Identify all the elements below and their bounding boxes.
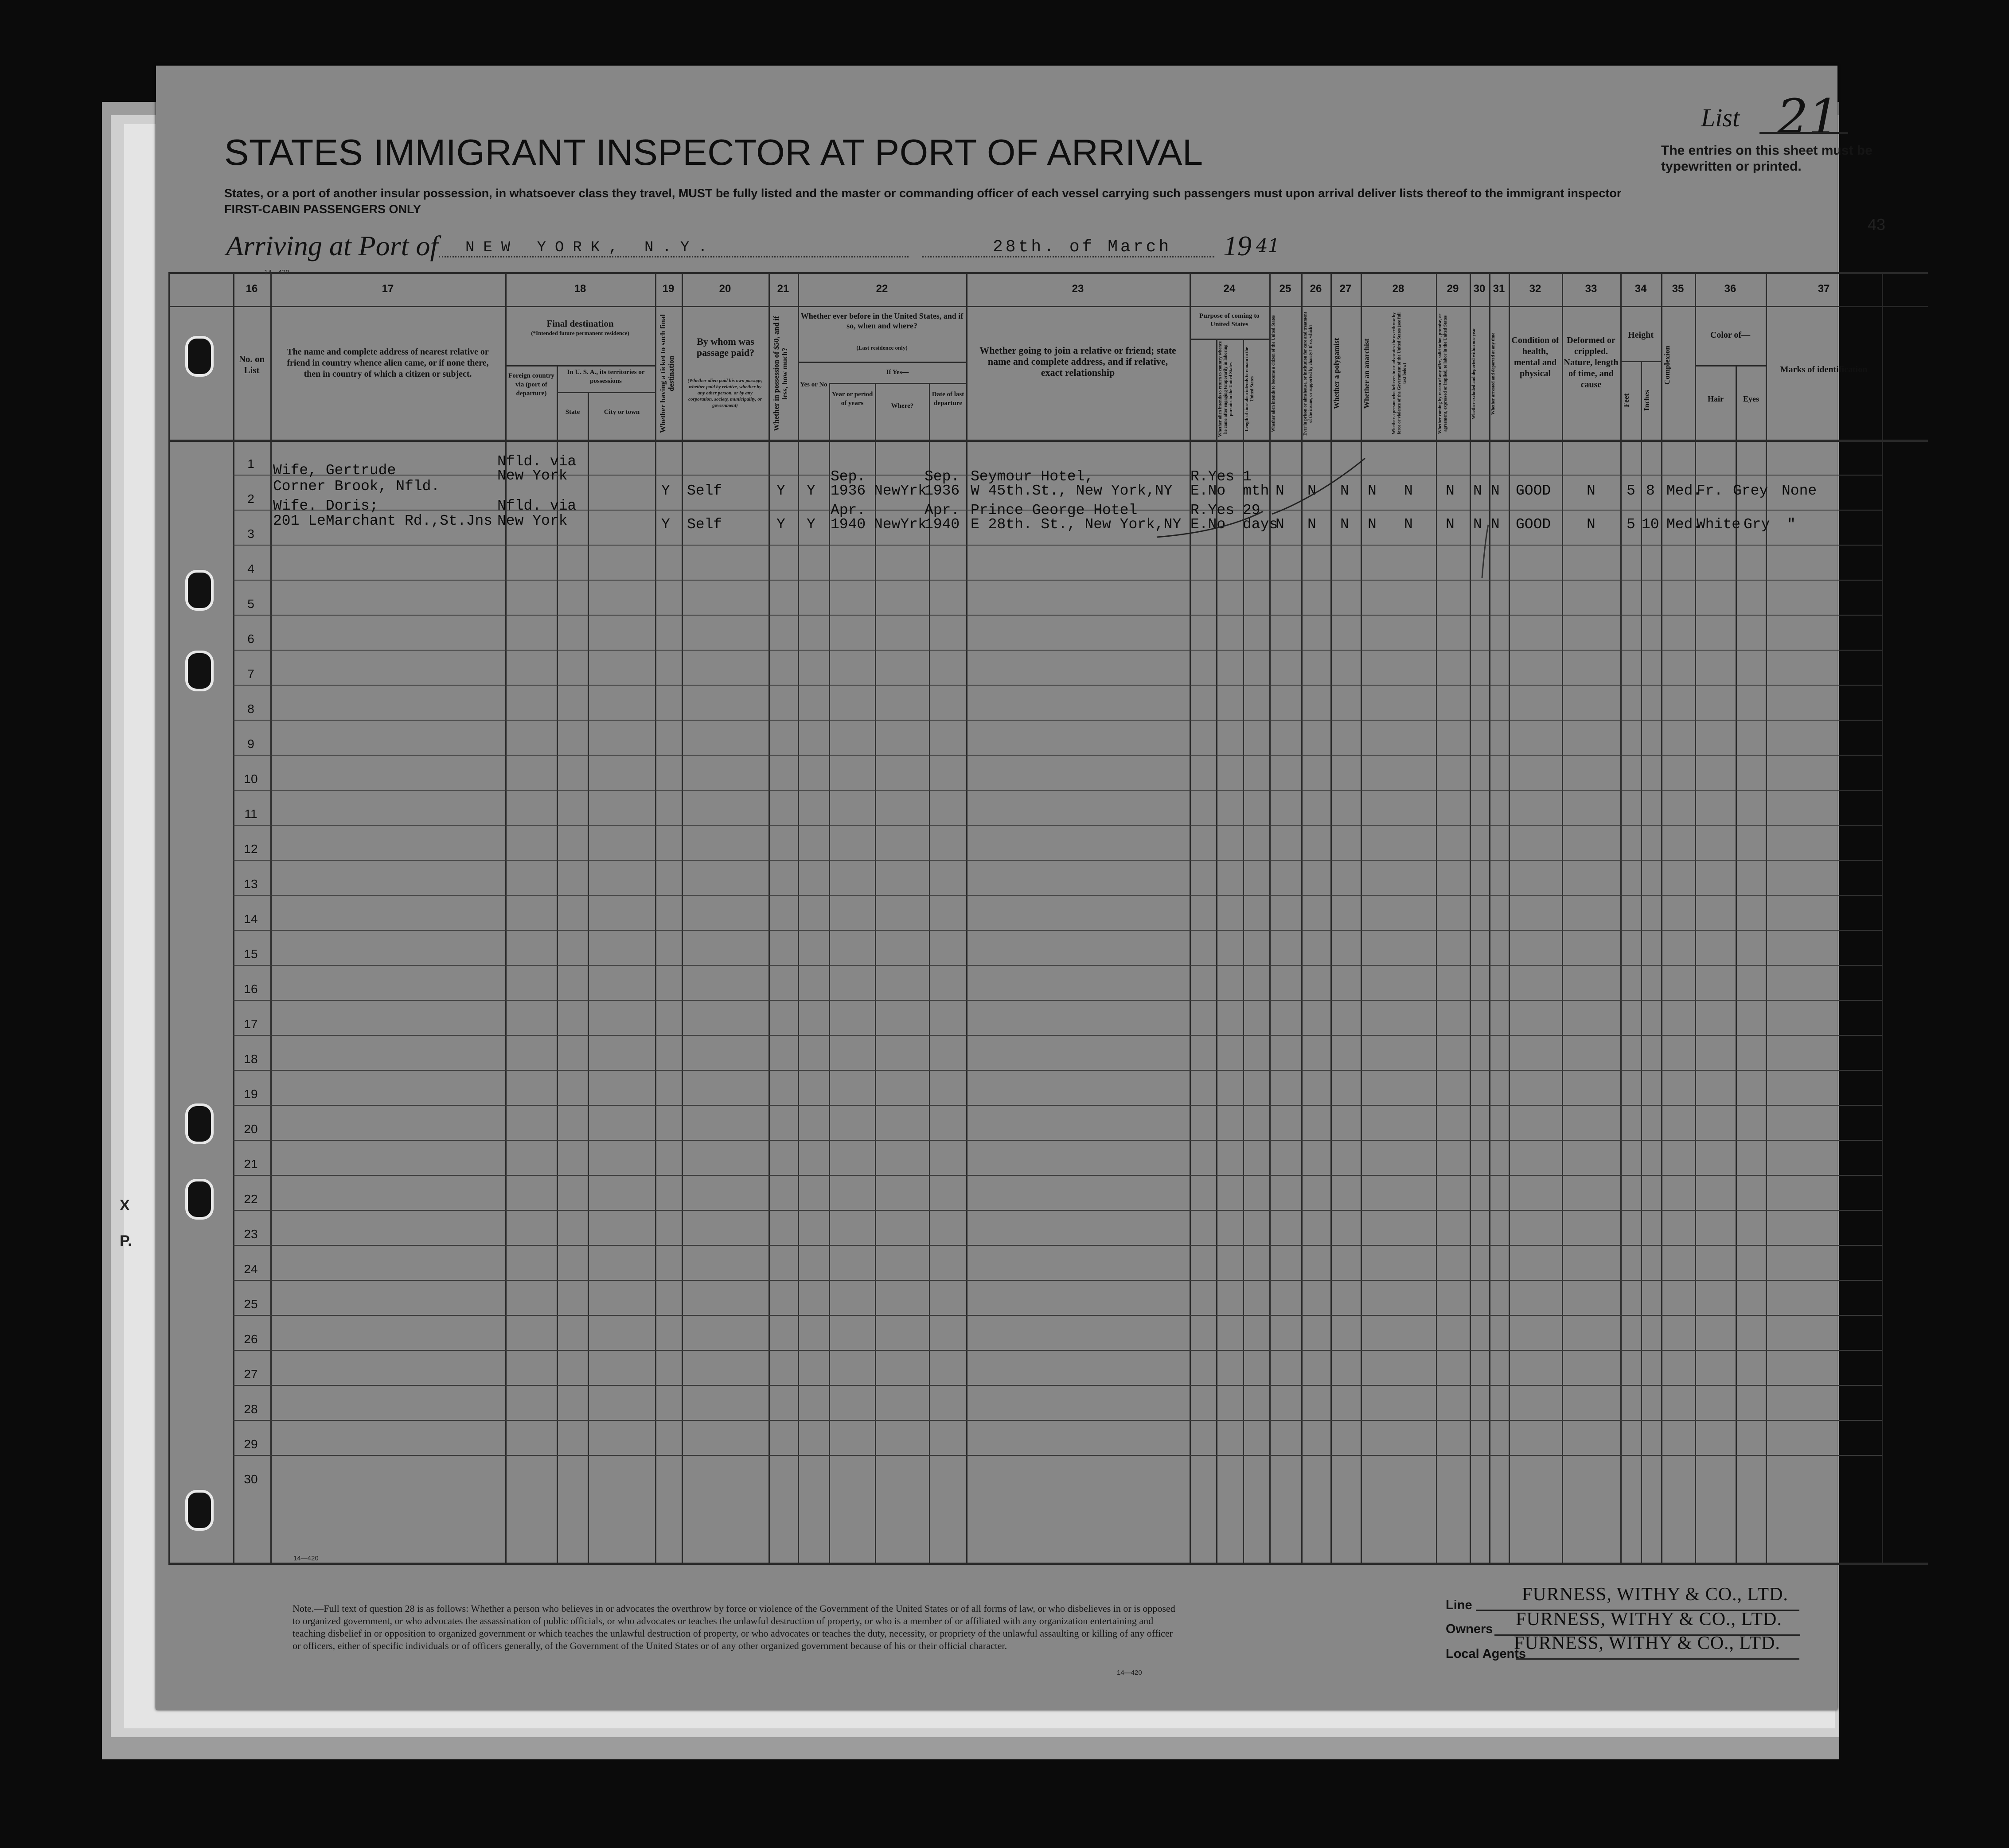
owners-label: Owners [1446, 1622, 1493, 1636]
row-number: 20 [244, 1122, 258, 1136]
row-rule [233, 930, 1882, 931]
row-number: 23 [244, 1227, 258, 1241]
row-number: 18 [244, 1052, 258, 1066]
header-final-destination-sub: (*Intended future permanent residence) [531, 330, 629, 336]
row-rule [233, 1455, 1882, 1456]
row-rule [233, 1245, 1882, 1246]
header-inches: Inches [1642, 390, 1651, 411]
subtitle-line: States, or a port of another insular possession, in whatsoever class they travel, MUST be fully listed and the master or commanding officer of each vessel carrying such passengers must upon arrival deliver lists thereof to the immigrant inspector [224, 187, 1622, 200]
list-underline [1759, 132, 1848, 134]
header-overthrow: Whether a person who believes in or advocates the overthrow by force or violence of the Government of the United States (see full text below) [1392, 312, 1407, 435]
purpose-return: R.Yes [1190, 468, 1235, 485]
row-number: 12 [244, 842, 258, 856]
labor-offer: N [1446, 516, 1455, 533]
destination-port: New York [497, 513, 568, 529]
row-rule [233, 1175, 1882, 1176]
agents-underline [1516, 1658, 1799, 1660]
ticket: Y [661, 516, 670, 533]
row-rule [233, 1070, 1882, 1071]
column-number: 23 [1072, 283, 1084, 295]
year-suffix: 41 [1256, 235, 1280, 257]
row-number: 17 [244, 1017, 258, 1031]
column-number: 26 [1310, 283, 1322, 295]
joining-relative: Prince George Hotel [971, 502, 1138, 519]
header-deformed: Deformed or crippled. Nature, length of time, and cause [1564, 335, 1619, 390]
column-number: 33 [1585, 283, 1597, 295]
relative-address: Corner Brook, Nfld. [273, 478, 440, 495]
row-number: 3 [247, 527, 254, 541]
column-number: 37 [1818, 283, 1830, 295]
us-where: NewYrk [874, 483, 927, 499]
excluded: N [1473, 516, 1482, 533]
destination-port: New York [497, 468, 568, 484]
eyes: Grey [1733, 483, 1768, 499]
page-number: 43 [1868, 215, 1886, 234]
height-inches: 8 [1646, 483, 1655, 499]
polygamist: N [1340, 516, 1349, 533]
header-year: Year or period of years [831, 391, 873, 407]
header-polygamist: Whether a polygamist [1332, 338, 1341, 409]
header-height: Height [1628, 330, 1654, 340]
us-year: 1940 [831, 516, 866, 533]
header-complexion: Complexion [1663, 346, 1671, 385]
form-number: 14—420 [293, 1555, 319, 1562]
pencil-marks [168, 272, 1928, 582]
anarchist: N [1368, 516, 1377, 533]
overthrow: N [1404, 483, 1413, 499]
row-number: 16 [244, 982, 258, 996]
form-title: STATES IMMIGRANT INSPECTOR AT PORT OF ARRIVAL [224, 132, 1203, 173]
relative-name: Wife, Gertrude [273, 462, 396, 479]
header-prison: Ever in prison or almshouse, or institution for care and treatment of the insane, or supported by charity? If so, which? [1303, 312, 1313, 436]
us-year: Apr. [831, 502, 866, 519]
header-join-relative: Whether going to join a relative or friend; state name and complete address, and if relative, exact relationship [979, 345, 1176, 378]
header-excluded: Whether excluded and deported within one year [1471, 328, 1476, 419]
arriving-label: Arriving at Port of [226, 230, 438, 261]
row-rule [233, 1350, 1882, 1351]
subtitle-line-first-cabin: FIRST-CABIN PASSENGERS ONLY [224, 203, 421, 216]
destination-country: Nfld. via [497, 453, 577, 470]
passage-paid-by: Self [687, 516, 722, 533]
prison: N [1307, 483, 1316, 499]
header-yes-or-no: Yes or No [800, 381, 827, 388]
marks: " [1787, 516, 1796, 533]
column-number: 18 [574, 283, 586, 295]
ever-in-us: Y [807, 483, 815, 499]
arrival-date: 28th. of March [993, 238, 1172, 257]
header-state: State [565, 409, 580, 416]
list-number: 21 [1777, 89, 1839, 145]
header-health: Condition of health, mental and physical [1511, 335, 1559, 378]
row-rule [233, 860, 1882, 861]
header-eyes: Eyes [1743, 394, 1759, 403]
row-number: 11 [244, 807, 257, 821]
column-number: 30 [1473, 283, 1486, 295]
stay-length: 29 [1243, 502, 1260, 519]
ever-in-us: Y [807, 516, 815, 533]
header-feet: Feet [1622, 393, 1631, 407]
footer-note: Note.—Full text of question 28 is as follows: Whether a person who believes in or advocates the overthrow by force or violence of the Government of the United States or of all forms of law, or who disbelieves in or is opposed to organized government, or who advocates the assassination of public officials, or who advocates or teaches the unlawful destruction of property, or who is a member of or affiliated with any organization entertaining and teaching disbelief in or opposition to organized government or which teaches the unlawful destruction of property, or who advocates or teaches the duty, necessity, or propriety of the unlawful assaulting or killing of any officer or officers, either of specific individuals or of officers generally, of the Government of the United States or of any other organized government because of his or their official character. [293, 1603, 1175, 1651]
row-number: 28 [244, 1402, 258, 1416]
destination-country: Nfld. via [497, 498, 577, 514]
column-number: 16 [246, 283, 258, 295]
manifest-table [168, 272, 1928, 1566]
row-number: 26 [244, 1332, 258, 1346]
row-rule [233, 1385, 1882, 1386]
row-rule [233, 650, 1882, 651]
header-ever-in-us-sub: (Last residence only) [856, 344, 908, 351]
entries-note: The entries on this sheet must be typewritten or printed. [1661, 143, 1872, 174]
margin-mark: P. [120, 1232, 132, 1249]
form-subtitle [224, 185, 1642, 217]
purpose-return: R.Yes [1190, 502, 1235, 519]
header-fifty-dollars: Whether in possession of $50, and if less, how much? [772, 316, 789, 431]
row-rule [233, 895, 1882, 896]
row-rule [233, 1000, 1882, 1001]
row-rule [233, 1280, 1882, 1281]
fifty-dollars: Y [776, 483, 785, 499]
row-number: 21 [244, 1157, 258, 1171]
us-year: Sep. [831, 468, 866, 485]
row-rule [233, 965, 1882, 966]
header-purpose: Purpose of coming to United States [1199, 312, 1260, 328]
row-number: 13 [244, 877, 258, 891]
table-rule [168, 1563, 1928, 1565]
row-number: 6 [247, 632, 254, 646]
column-number: 36 [1724, 283, 1736, 295]
column-number: 19 [662, 283, 675, 295]
overthrow: N [1404, 516, 1413, 533]
us-where: NewYrk [874, 516, 927, 533]
header-hair: Hair [1708, 394, 1724, 403]
header-purpose-length: Length of time alien intends to remain in the United States [1244, 347, 1255, 431]
row-rule [233, 1420, 1882, 1421]
row-rule [233, 1140, 1882, 1141]
height-feet: 5 [1627, 483, 1635, 499]
row-number: 14 [244, 912, 258, 926]
row-number: 8 [247, 702, 254, 716]
column-number: 20 [719, 283, 731, 295]
height-inches: 10 [1642, 516, 1659, 533]
row-number: 7 [247, 667, 254, 681]
row-rule [233, 685, 1882, 686]
header-passage-paid: By whom was passage paid? [696, 336, 755, 358]
header-ticket: Whether having a ticket to such final destination [659, 314, 675, 433]
header-ever-in-us: Whether ever before in the United States, and if so, when and where? [800, 312, 964, 330]
header-no-on-list: No. on List [238, 354, 265, 375]
line-value: FURNESS, WITHY & CO., LTD. [1522, 1584, 1788, 1605]
header-final-destination: Final destination [546, 318, 614, 329]
header-where: Where? [891, 402, 914, 409]
labor-offer: N [1446, 483, 1455, 499]
row-rule [233, 615, 1882, 616]
fifty-dollars: Y [776, 516, 785, 533]
hair: Fr. [1697, 483, 1723, 499]
complexion: Med. [1666, 483, 1702, 499]
header-date-last-departure: Date of last departure [932, 391, 964, 407]
deported: N [1491, 516, 1500, 533]
row-number: 24 [244, 1262, 258, 1276]
column-number: 28 [1392, 283, 1404, 295]
hair: White [1697, 516, 1741, 533]
column-number: 32 [1529, 283, 1541, 295]
margin-mark: X [120, 1197, 130, 1214]
relative-address: 201 LeMarchant Rd.,St.Jns [273, 513, 493, 529]
stay-length: mth [1243, 483, 1269, 499]
form-number: 14—420 [1117, 1669, 1142, 1676]
purpose-return: E.No [1190, 483, 1226, 499]
column-number: 35 [1672, 283, 1684, 295]
agents-label: Local Agents [1446, 1647, 1526, 1661]
header-anarchist: Whether an anarchist [1362, 338, 1371, 409]
row-number: 5 [247, 597, 254, 611]
passage-paid-by: Self [687, 483, 722, 499]
deported: N [1491, 483, 1500, 499]
header-nearest-relative: The name and complete address of nearest relative or friend in country whence alien came, or if none there, then in country of which a citizen or subject. [287, 347, 489, 379]
column-number: 25 [1279, 283, 1291, 295]
year-prefix: 19 [1223, 230, 1252, 261]
header-foreign-country: Foreign country via (port of departure) [508, 372, 554, 397]
header-in-usa: In U. S. A., its territories or possessions [567, 369, 645, 385]
row-rule [233, 790, 1882, 791]
marks: None [1782, 483, 1817, 499]
joining-relative: Seymour Hotel, [971, 468, 1094, 485]
column-number: 29 [1447, 283, 1459, 295]
header-deported: Whether arrested and deported at any time [1491, 332, 1496, 415]
intends-citizen: N [1276, 483, 1284, 499]
row-rule [233, 755, 1882, 756]
port-dotline [439, 256, 909, 257]
deformed: N [1587, 516, 1595, 533]
row-number: 22 [244, 1192, 258, 1206]
row-number: 30 [244, 1472, 258, 1486]
row-number: 10 [244, 772, 258, 786]
ticket: Y [661, 483, 670, 499]
owners-value: FURNESS, WITHY & CO., LTD. [1516, 1609, 1782, 1630]
row-number: 9 [247, 737, 254, 751]
row-number: 2 [247, 492, 254, 506]
column-number: 17 [382, 283, 394, 295]
form-number: 14—420 [264, 269, 289, 276]
stay-length: days [1243, 516, 1278, 533]
polygamist: N [1340, 483, 1349, 499]
last-departure: Apr. [925, 502, 960, 519]
row-number: 27 [244, 1367, 258, 1381]
row-rule [233, 825, 1882, 826]
health: GOOD [1516, 483, 1551, 499]
line-label: Line [1446, 1598, 1472, 1612]
row-rule [233, 1105, 1882, 1106]
header-if-yes: If Yes— [886, 369, 909, 376]
column-number: 21 [777, 283, 789, 295]
row-number: 15 [244, 947, 258, 961]
column-number: 34 [1635, 283, 1647, 295]
row-rule [233, 1210, 1882, 1211]
last-departure: Sep. [925, 468, 960, 485]
complexion: Med. [1666, 516, 1702, 533]
header-labor-offer: Whether coming by reason of any offer, solicitation, promise, or agreement, expressed or implied, to labor in the United States [1438, 313, 1448, 434]
header-marks: Marks of identification [1780, 365, 1868, 374]
header-passage-paid-sub: (Whether alien paid his own passage, whether paid by relative, whether by any other person, or by any corporation, society, municipality, or government) [687, 378, 763, 408]
row-number: 1 [247, 457, 254, 471]
row-rule [233, 720, 1882, 721]
stay-length: 1 [1243, 468, 1252, 485]
header-city: City or town [604, 409, 640, 416]
health: GOOD [1516, 516, 1551, 533]
purpose-return: E.No [1190, 516, 1226, 533]
margin-marks [120, 1188, 132, 1259]
last-departure: 1936 [925, 483, 960, 499]
row-number: 29 [244, 1437, 258, 1451]
column-number: 31 [1493, 283, 1505, 295]
anarchist: N [1368, 483, 1377, 499]
height-feet: 5 [1627, 516, 1635, 533]
deformed: N [1587, 483, 1595, 499]
row-number: 19 [244, 1087, 258, 1101]
relative-name: Wife. Doris; [273, 498, 378, 514]
eyes: Gry [1744, 516, 1770, 533]
prison: N [1307, 516, 1316, 533]
header-purpose-citizen: Whether alien intends to become a citizen of the United States [1271, 315, 1276, 432]
agents-value: FURNESS, WITHY & CO., LTD. [1514, 1633, 1780, 1653]
row-rule [233, 1035, 1882, 1036]
column-number: 22 [876, 283, 888, 295]
excluded: N [1473, 483, 1482, 499]
list-label: List [1701, 103, 1740, 132]
column-number: 24 [1223, 283, 1236, 295]
row-number: 25 [244, 1297, 258, 1311]
row-number: 4 [247, 562, 254, 576]
header-purpose-return: Whether alien intends to return to country whence he came after engaging temporarily in laboring pursuits in the United States [1218, 341, 1233, 437]
intends-citizen: N [1276, 516, 1284, 533]
us-year: 1936 [831, 483, 866, 499]
header-color-of: Color of— [1710, 330, 1751, 340]
joining-address: E 28th. St., New York,NY [971, 516, 1182, 533]
joining-address: W 45th.St., New York,NY [971, 483, 1173, 499]
row-rule [233, 1315, 1882, 1316]
port-value: NEW YORK, N.Y. [465, 239, 716, 256]
column-number: 27 [1339, 283, 1352, 295]
last-departure: 1940 [925, 516, 960, 533]
